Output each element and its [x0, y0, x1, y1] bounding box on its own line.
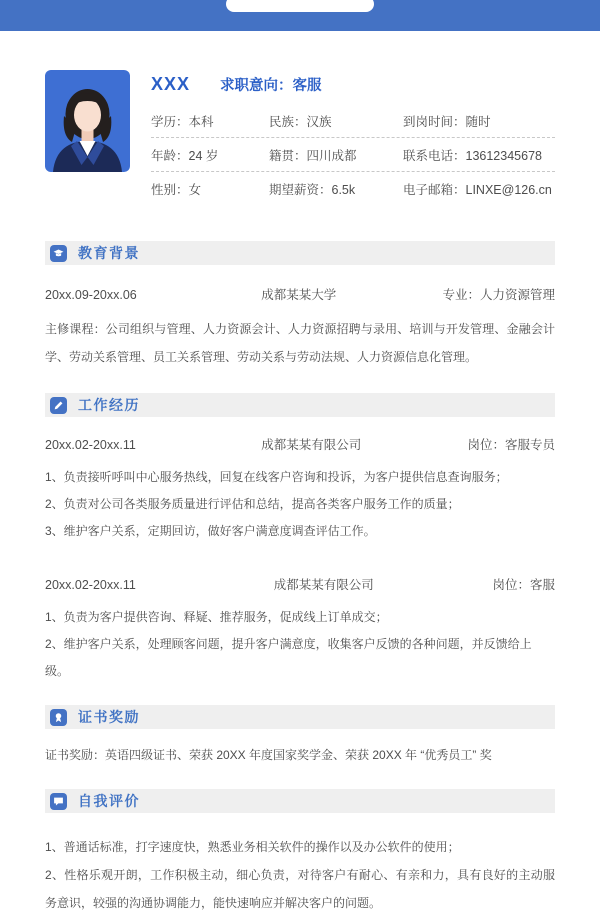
section-self-evaluation — [45, 789, 555, 917]
education-school: 成都某某大学 — [261, 288, 337, 302]
info-education: 学历：本科 — [151, 115, 214, 129]
education-period: 20xx.09-20xx.06 — [45, 288, 137, 302]
avatar-woman-icon — [45, 70, 130, 172]
job-period: 20xx.02-20xx.11 — [45, 438, 136, 452]
resume-content — [0, 70, 600, 917]
job-position: 岗位：客服专员 — [467, 438, 555, 452]
self-evaluation-header — [45, 789, 555, 813]
duty-item: 2、维护客户关系，处理顾客问题，提升客户满意度，收集客户反馈的各种问题，并反馈给上级。 — [45, 637, 532, 678]
candidate-name: XXX — [151, 74, 191, 94]
info-row — [151, 172, 555, 205]
education-meta-row — [45, 285, 555, 303]
duty-item: 1、负责为客户提供咨询、释疑、推荐服务，促成线上订单成交； — [45, 610, 388, 624]
duty-item: 3、维护客户关系，定期回访，做好客户满意度调查评估工作。 — [45, 524, 376, 538]
work-header — [45, 393, 555, 417]
job-period: 20xx.02-20xx.11 — [45, 578, 136, 592]
info-email: 电子邮箱：LINXE@126.cn — [403, 183, 552, 197]
top-bar — [0, 0, 600, 31]
info-phone: 联系电话：13612345678 — [403, 149, 542, 163]
info-row — [151, 104, 555, 138]
info-gender: 性别：女 — [151, 183, 202, 197]
job-company: 成都某某有限公司 — [273, 578, 374, 592]
self-evaluation-item: 1、普通话标准，打字速度快，熟悉业务相关软件的操作以及办公软件的使用； — [45, 840, 460, 854]
graduation-cap-icon — [50, 245, 67, 262]
pencil-icon — [50, 397, 67, 414]
awards-header — [45, 705, 555, 729]
job-duties — [45, 604, 555, 685]
self-evaluation-item: 2、性格乐观开朗，工作积极主动，细心负责，对待客户有耐心、有亲和力，具有良好的主动服务意识，较强的沟通协调能力，能快速响应并解决客户的问题。 — [45, 868, 555, 910]
education-title: 教育背景 — [78, 245, 140, 261]
info-row — [151, 138, 555, 172]
basic-info-grid — [151, 104, 555, 205]
duty-item: 2、负责对公司各类服务质量进行评估和总结，提高各类客户服务工作的质量； — [45, 497, 460, 511]
self-evaluation-title: 自我评价 — [78, 793, 140, 809]
education-courses: 主修课程：公司组织与管理、人力资源会计、人力资源招聘与录用、培训与开发管理、金融会计学、劳动关系管理、员工关系管理、劳动关系与劳动法规、人力资源信息化管理。 — [45, 322, 555, 364]
job-intent: 求职意向：客服 — [220, 78, 322, 94]
section-work — [45, 393, 555, 685]
profile-info — [151, 70, 555, 205]
work-title: 工作经历 — [78, 397, 140, 413]
info-ethnicity: 民族：汉族 — [269, 115, 332, 129]
self-evaluation-items — [45, 833, 555, 917]
education-major: 专业：人力资源管理 — [442, 288, 555, 302]
medal-icon — [50, 709, 67, 726]
info-availability: 到岗时间：随时 — [403, 115, 491, 129]
job-meta-row — [45, 575, 555, 593]
awards-content: 证书奖励：英语四级证书、荣获 20XX 年度国家奖学金、荣获 20XX 年 “优秀员工” 奖 — [45, 748, 492, 762]
profile-header — [45, 70, 555, 205]
job-meta-row — [45, 435, 555, 453]
section-education — [45, 241, 555, 371]
name-row — [151, 74, 555, 95]
job-company: 成都某某有限公司 — [261, 438, 362, 452]
info-birthplace: 籍贯：四川成都 — [269, 149, 357, 163]
chat-bubble-icon — [50, 793, 67, 810]
info-age: 年龄：24 岁 — [151, 149, 219, 163]
awards-title: 证书奖励 — [78, 709, 140, 725]
education-header — [45, 241, 555, 265]
job-duties — [45, 464, 555, 545]
info-salary: 期望薪资：6.5k — [269, 183, 356, 197]
job-position: 岗位：客服 — [492, 578, 555, 592]
duty-item: 1、负责接听呼叫中心服务热线，回复在线客户咨询和投诉，为客户提供信息查询服务； — [45, 470, 508, 484]
profile-photo — [45, 70, 130, 172]
section-awards — [45, 705, 555, 763]
top-tab — [226, 0, 374, 12]
